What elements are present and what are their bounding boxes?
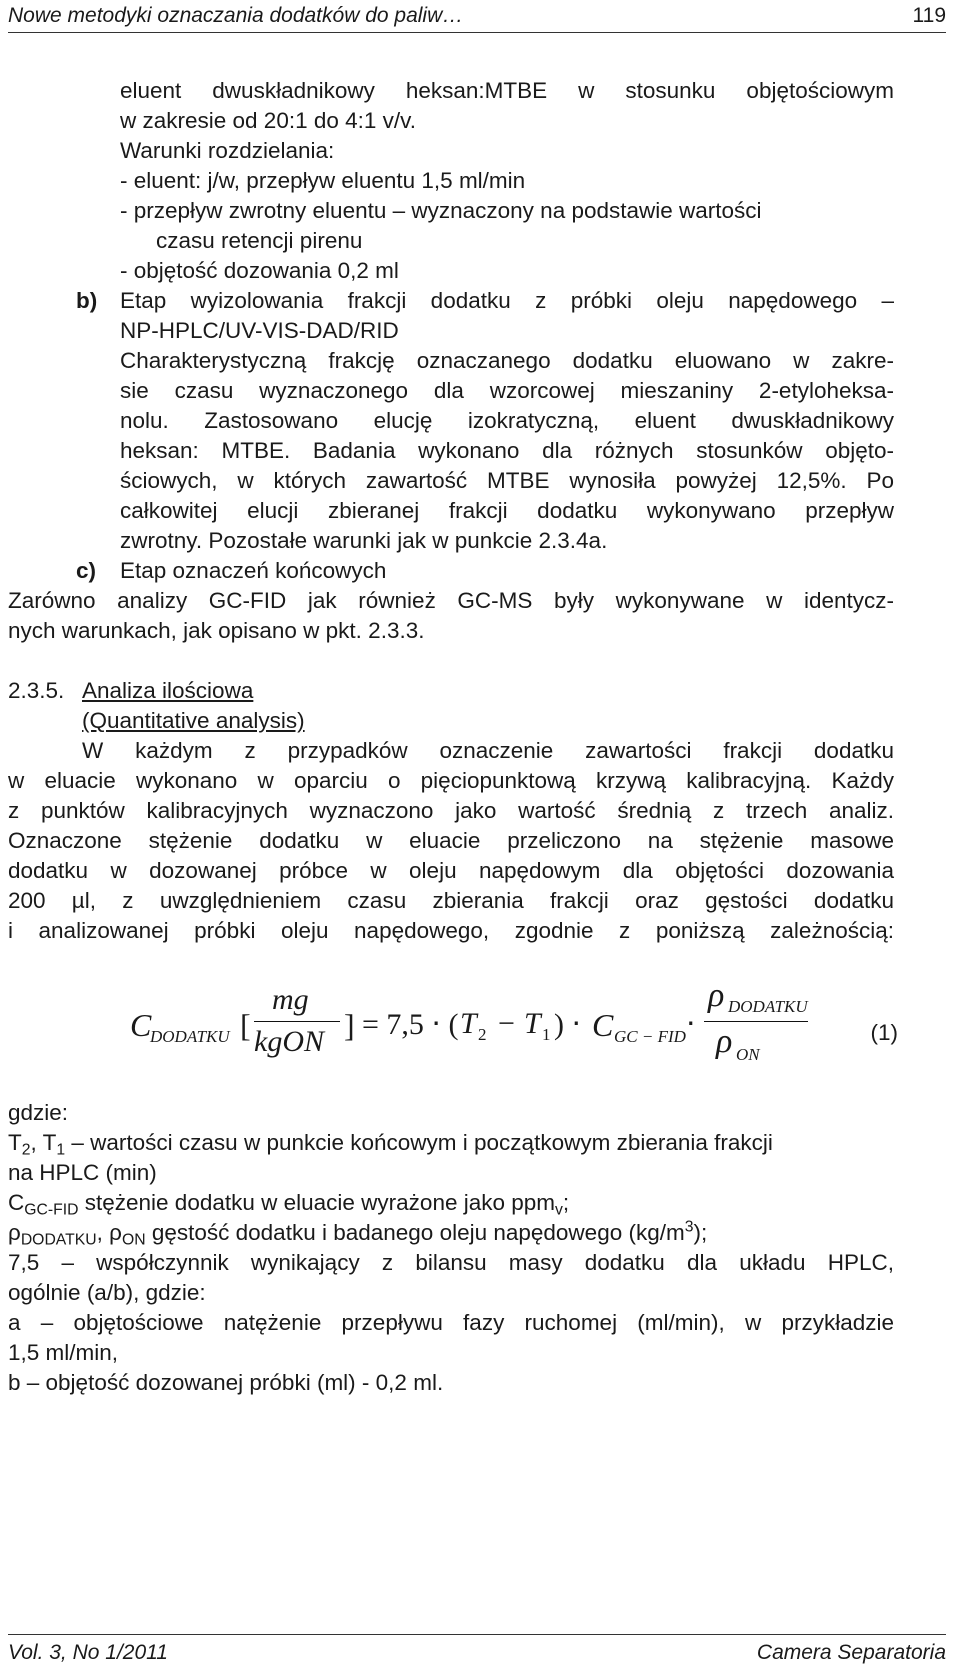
body-line: i analizowanej próbki oleju napędowego, zgodnie z poniższą zależnością: bbox=[8, 918, 894, 943]
legend-a-cont: 1,5 ml/min, bbox=[8, 1340, 119, 1365]
body-line: w zakresie od 20:1 do 4:1 v/v. bbox=[120, 108, 416, 133]
body-line: dodatku w dozowanej próbce w oleju napędowym dla objętości dozowania bbox=[8, 858, 894, 883]
body-line: W każdym z przypadków oznaczenie zawartości frakcji dodatku bbox=[82, 738, 894, 763]
body-line: z punktów kalibracyjnych wyznaczono jako wartość średnią z trzech analiz. bbox=[8, 798, 894, 823]
eq-dot: ⋅ bbox=[686, 1008, 696, 1041]
legend-b: b – objętość dozowanej próbki (ml) - 0,2 ml. bbox=[8, 1370, 444, 1395]
body-line: nolu. Zastosowano elucję izokratyczną, eluent dwuskładnikowy bbox=[120, 408, 894, 433]
eq-c-sub: DODATKU bbox=[150, 1027, 230, 1046]
body-line: w eluacie wykonano w oparciu o pięciopunktową krzywą kalibracyjną. Każdy bbox=[8, 768, 894, 793]
eq-c2-sub: GC − FID bbox=[614, 1027, 686, 1046]
legend-coef: 7,5 – współczynnik wynikający z bilansu masy dodatku dla układu HPLC, bbox=[8, 1250, 894, 1275]
list-item: - przepływ zwrotny eluentu – wyznaczony na podstawie wartości bbox=[120, 198, 762, 223]
legend-coef-cont: ogólnie (a/b), gdzie: bbox=[8, 1280, 206, 1305]
legend-t: $T_2$, $T_1$ – wartości czasu w punkcie końcowym i początkowym zbierania frakcji bbox=[8, 1130, 773, 1159]
body-line: nych warunkach, jak opisano w pkt. 2.3.3. bbox=[8, 618, 425, 643]
eq-lbracket: [ bbox=[240, 1007, 251, 1043]
step-label-b: b) bbox=[76, 288, 98, 313]
eq-t2: T bbox=[460, 1007, 477, 1040]
body-line: Oznaczone stężenie dodatku w eluacie przeliczono na stężenie masowe bbox=[8, 828, 894, 853]
eq-rho-num: ρ bbox=[708, 977, 725, 1014]
running-title: Nowe metodyki oznaczania dodatków do paliw… bbox=[8, 4, 464, 27]
body-line: eluent dwuskładnikowy heksan:MTBE w stosunku objętościowym bbox=[120, 78, 894, 103]
eq-rho-den: ρ bbox=[716, 1023, 733, 1060]
eq-t1: T bbox=[524, 1007, 541, 1040]
body-line: ściowych, w których zawartość MTBE wynosiła powyżej 12,5%. Po bbox=[120, 468, 894, 493]
legend-t-cont: na HPLC (min) bbox=[8, 1160, 157, 1185]
list-item: - objętość dozowania 0,2 ml bbox=[120, 258, 399, 283]
journal-volume: Vol. 3, No 1/2011 bbox=[8, 1641, 168, 1664]
legend-rho: $\rho_{DODATKU}$, $\rho_{ON}$ gęstość dodatku i badanego oleju napędowego $(kg/m^3)$; bbox=[8, 1218, 708, 1249]
list-item-cont: czasu retencji pirenu bbox=[156, 228, 363, 253]
eq-minus: − bbox=[498, 1007, 515, 1040]
eq-c2: C bbox=[592, 1007, 614, 1043]
equation-number: (1) bbox=[870, 1020, 898, 1045]
page-number: 119 bbox=[912, 4, 946, 27]
eq-unit-den: kgON bbox=[254, 1025, 324, 1058]
body-line: Warunki rozdzielania: bbox=[120, 138, 335, 163]
eq-c: C bbox=[130, 1007, 152, 1043]
legend-a: a – objętościowe natężenie przepływu fazy ruchomej (ml/min), w przykładzie bbox=[8, 1310, 894, 1335]
eq-t1-sub: 1 bbox=[542, 1025, 551, 1044]
page-header bbox=[8, 2, 946, 33]
eq-rho-den-sub: ON bbox=[736, 1045, 760, 1064]
legend-c: $C_{GC-FID}$ stężenie dodatku w eluacie wyrażone jako ppm$_v$; bbox=[8, 1190, 570, 1219]
body-line: całkowitej elucji zbieranej frakcji dodatku wykonywano przepływ bbox=[120, 498, 894, 523]
body-line: sie czasu wyznaczonego dla wzorcowej mieszaniny 2-etyloheksa- bbox=[120, 378, 894, 403]
eq-rbracket: ] bbox=[344, 1007, 355, 1043]
body-line: Zarówno analizy GC-FID jak również GC-MS były wykonywane w identycz- bbox=[8, 588, 894, 613]
eq-fraction-bar bbox=[254, 1021, 340, 1022]
eq-fraction-bar-2 bbox=[704, 1021, 808, 1022]
body-line: zwrotny. Pozostałe warunki jak w punkcie 2.3.4a. bbox=[120, 528, 608, 553]
list-item: - eluent: j/w, przepływ eluentu 1,5 ml/min bbox=[120, 168, 526, 193]
step-heading: NP-HPLC/UV-VIS-DAD/RID bbox=[120, 318, 399, 343]
section-number: 2.3.5. bbox=[8, 678, 65, 703]
body-line: 200 µl, z uwzględnieniem czasu zbierania frakcji oraz gęstości dodatku bbox=[8, 888, 894, 913]
step-label-c: c) bbox=[76, 558, 97, 583]
page-footer bbox=[8, 1634, 946, 1667]
section-subtitle: (Quantitative analysis) bbox=[82, 708, 305, 733]
step-heading: Etap oznaczeń końcowych bbox=[120, 558, 387, 583]
body-line: Charakterystyczną frakcję oznaczanego dodatku eluowano w zakre- bbox=[120, 348, 894, 373]
journal-name: Camera Separatoria bbox=[756, 1641, 946, 1664]
eq-unit-num: mg bbox=[272, 983, 309, 1016]
section-title: Analiza ilościowa bbox=[82, 678, 254, 703]
eq-t2-sub: 2 bbox=[478, 1025, 487, 1044]
eq-rho-num-sub: DODATKU bbox=[728, 997, 808, 1016]
legend-intro: gdzie: bbox=[8, 1100, 69, 1125]
equation bbox=[130, 977, 810, 1085]
body-line: heksan: MTBE. Badania wykonano dla różnych stosunków objęto- bbox=[120, 438, 894, 463]
step-heading: Etap wyizolowania frakcji dodatku z próbki oleju napędowego – bbox=[120, 288, 894, 313]
eq-close: ) ⋅ bbox=[554, 1008, 582, 1041]
eq-equals-coef: = 7,5 ⋅ ( bbox=[362, 1008, 459, 1041]
